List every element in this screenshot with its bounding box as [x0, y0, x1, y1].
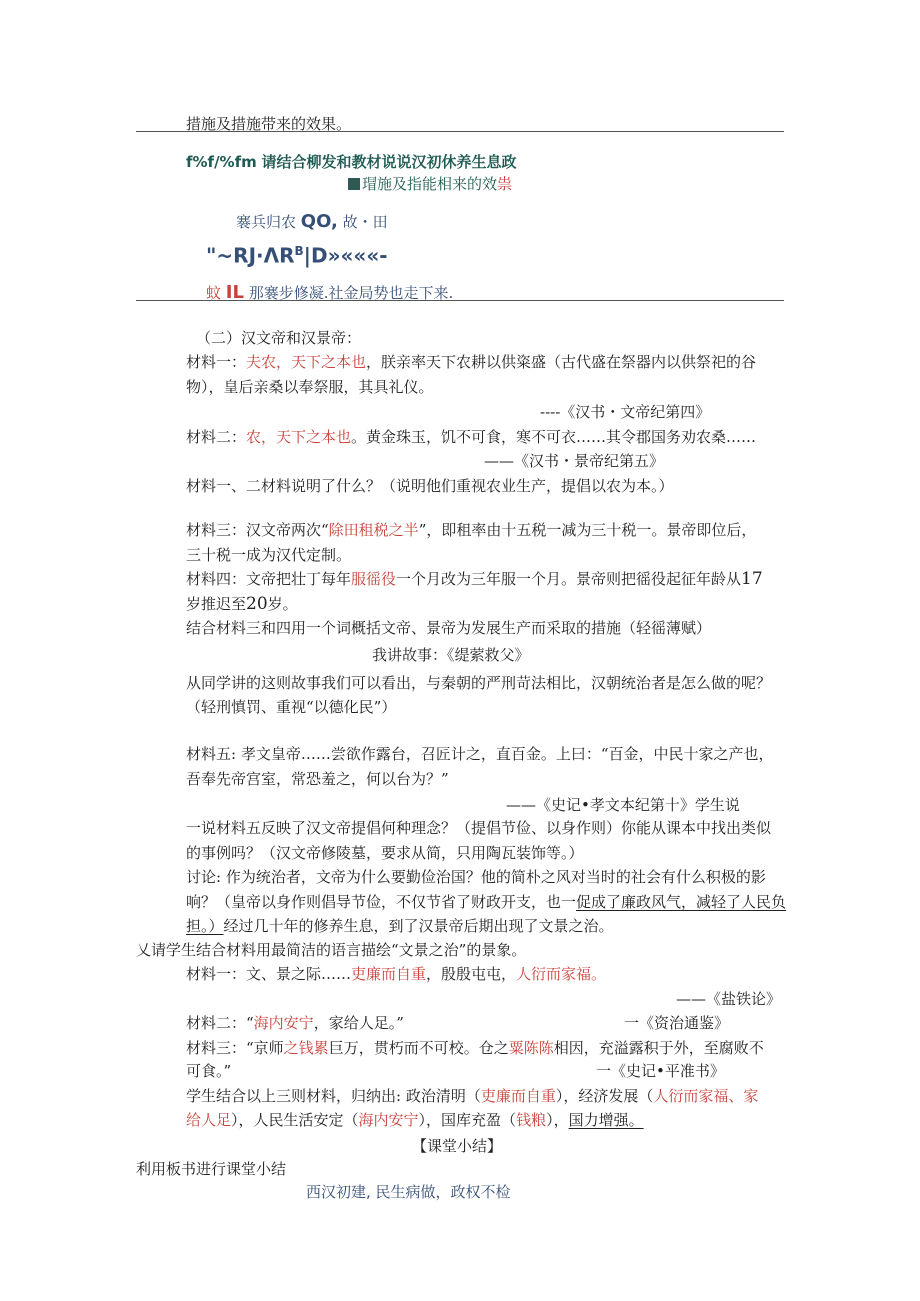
- text-span: ），国库充盈（: [418, 1111, 517, 1129]
- text-span: 材料三：“京师: [186, 1039, 284, 1057]
- text-line: 的事例吗？（汉文帝修陵墓，要求从简，只用陶瓦装饰等。）: [186, 844, 584, 862]
- text-line: 材料五: 孝文皇帝……尝欲作露台，召匠计之，直百金。上曰：“百金，中民十家之产也，: [186, 745, 774, 763]
- text-span: 那褰步修凝.社金局势也走下来.: [248, 284, 454, 302]
- text-span: 蚊: [206, 284, 222, 302]
- text-line: 材料一、二材料说明了什么？（说明他们重视农业生产，提倡以农为本。）: [186, 477, 674, 495]
- text-span: 除田租税之半: [328, 521, 419, 539]
- text-line: [186, 352, 756, 372]
- text-span: QO,: [300, 211, 338, 232]
- source-citation: 一《史记•平准书》: [596, 1062, 725, 1080]
- text-span: 吏廉而自重: [480, 1087, 556, 1105]
- source-citation: ——《汉书・景帝纪第五》: [484, 452, 665, 470]
- text-span: 人衍而家福、家: [653, 1087, 759, 1105]
- text-span: ），人民生活安定（: [231, 1111, 359, 1129]
- garbled-text: 请结合柳发和教材说说汉初休养生息政: [261, 153, 517, 171]
- text-span: 材料一：: [186, 353, 247, 371]
- text-span: 故・田: [342, 213, 388, 231]
- section-heading: （二）汉文帝和汉景帝：: [196, 329, 362, 347]
- square-glyph-icon: [348, 178, 360, 190]
- story-title: 我讲故事：《缇萦救父》: [372, 646, 530, 664]
- text-span: 材料二：: [186, 428, 247, 446]
- text-span: ），经济发展（: [555, 1087, 654, 1105]
- source-citation: 一《资治通鉴》: [624, 1014, 730, 1032]
- text-span: 。黄金珠玉，饥不可食，寒不可衣……其令郡国务劝农桑……: [351, 428, 757, 446]
- text-line: [186, 892, 786, 912]
- text-line: [186, 1038, 764, 1058]
- text-span: ），: [546, 1111, 569, 1129]
- text-span: 材料四：文帝把壮丁每年: [186, 570, 352, 588]
- text-line: [236, 212, 388, 232]
- text-span: 农，天下之本也: [246, 428, 352, 446]
- text-line: 措施及措施带来的效果。: [186, 115, 352, 133]
- text-span: 海内安宁: [253, 1014, 314, 1032]
- text-line: [186, 594, 298, 614]
- text-span: |D»«««-: [303, 243, 388, 268]
- text-line: [186, 964, 606, 984]
- text-span: 材料一：文、景之际……: [186, 965, 352, 983]
- text-span: 相因，充溢露积于外，至腐败不: [553, 1039, 764, 1057]
- text-span: ，殷殷屯屯，: [426, 965, 517, 983]
- text-line: [186, 916, 614, 936]
- text-line: （轻刑慎罚、重视“以德化民”）: [186, 698, 397, 716]
- text-span: 褰兵归农: [236, 213, 297, 231]
- text-line: 乂请学生结合材料用最简洁的语言描绘“文景之治”的景象。: [136, 941, 527, 959]
- text-span: "~RJ·ΛR: [206, 243, 295, 268]
- text-line: [186, 569, 763, 589]
- text-span: 巨万，贯朽而不可校。仓之: [328, 1039, 509, 1057]
- text-line: 从同学讲的这则故事我们可以看出，与秦朝的严刑苛法相比，汉朝统治者是怎么做的呢？: [186, 674, 772, 692]
- text-span: 瑁施及指能相来的效: [362, 175, 498, 193]
- text-line: 吾奉先帝宫室，常恐羞之，何以台为？”: [186, 770, 449, 788]
- text-span: 材料二：“: [186, 1014, 254, 1032]
- text-line: [186, 427, 756, 447]
- text-line: [348, 174, 512, 194]
- text-span: 岁。: [267, 595, 298, 613]
- text-line: 西汉初建, 民生病做，政权不检: [306, 1183, 511, 1201]
- divider: [136, 300, 784, 301]
- text-line: 一说材料五反映了汉文帝提倡何种理念？（提倡节俭、以身作则）你能从课本中找出类似: [186, 819, 772, 837]
- text-line: [186, 1086, 758, 1106]
- text-line: 讨论: 作为统治者，文帝为什么要勤俭治国？他的简朴之风对当时的社会有什么积极的影: [186, 868, 766, 886]
- text-line: 三十税一成为汉代定制。: [186, 546, 352, 564]
- text-line: [186, 520, 756, 540]
- source-citation: ——《史记•孝文本纪第十》学生说: [506, 796, 740, 814]
- underlined-text: 促成了廉政风气，减轻了人民负: [576, 893, 787, 911]
- text-span: 材料三：汉文帝两次“: [186, 521, 329, 539]
- text-line: [186, 1013, 404, 1033]
- text-span: ，朕亲率天下农耕以供粢盛（古代盛在祭器内以供祭祀的谷: [366, 353, 757, 371]
- text-span: ，家给人足。”: [313, 1014, 404, 1032]
- section-heading: 【课堂小结】: [412, 1137, 503, 1155]
- text-span: B: [294, 244, 304, 258]
- underlined-text: 担。）: [186, 917, 224, 935]
- text-span: 一个月改为三年服一个月。景帝则把徭役起征年龄从: [396, 570, 742, 588]
- text-span: 给人足: [186, 1111, 232, 1129]
- divider: [136, 131, 784, 132]
- text-line: 物），皇后亲桑以奉祭服，其具礼仪。: [186, 378, 434, 396]
- text-span: 之钱累: [283, 1039, 329, 1057]
- garbled-text: f%f/%fm: [186, 153, 257, 171]
- text-span: 粟陈陈: [508, 1039, 554, 1057]
- text-span: 钱粮: [516, 1111, 547, 1129]
- text-line: 可食。”: [186, 1062, 232, 1080]
- text-line: 结合材料三和四用一个词概括文帝、景帝为发展生产而采取的措施（轻徭薄赋）: [186, 619, 712, 637]
- text-span: ”，即租率由十五税一减为三十税一。景帝即位后，: [418, 521, 757, 539]
- underlined-text: 国力增强。: [568, 1111, 644, 1129]
- text-span: 响？（皇帝以身作则倡导节俭，不仅节省了财政开支，也一: [186, 893, 577, 911]
- text-span: 吏廉而自重: [351, 965, 427, 983]
- source-citation: ——《盐铁论》: [676, 990, 782, 1008]
- text-line: [206, 238, 388, 269]
- text-span: 20: [246, 594, 268, 614]
- text-span: 夫农，天下之本也: [246, 353, 367, 371]
- text-line: [186, 152, 517, 172]
- text-span: IL: [225, 282, 244, 303]
- text-span: 祟: [497, 175, 513, 193]
- text-span: 经过几十年的修养生息，到了汉景帝后期出现了文景之治。: [223, 917, 614, 935]
- text-span: 岁推迟至: [186, 595, 247, 613]
- text-span: 海内安宁: [358, 1111, 419, 1129]
- text-span: 人衍而家福。: [516, 965, 607, 983]
- text-line: 利用板书进行课堂小结: [136, 1160, 287, 1178]
- text-span: 学生结合以上三则材料，归纳出: 政治清明（: [186, 1087, 481, 1105]
- text-span: 服徭役: [351, 570, 397, 588]
- source-citation: ----《汉书・文帝纪第四》: [540, 403, 711, 421]
- text-span: 17: [741, 569, 763, 589]
- text-line: [186, 1110, 644, 1130]
